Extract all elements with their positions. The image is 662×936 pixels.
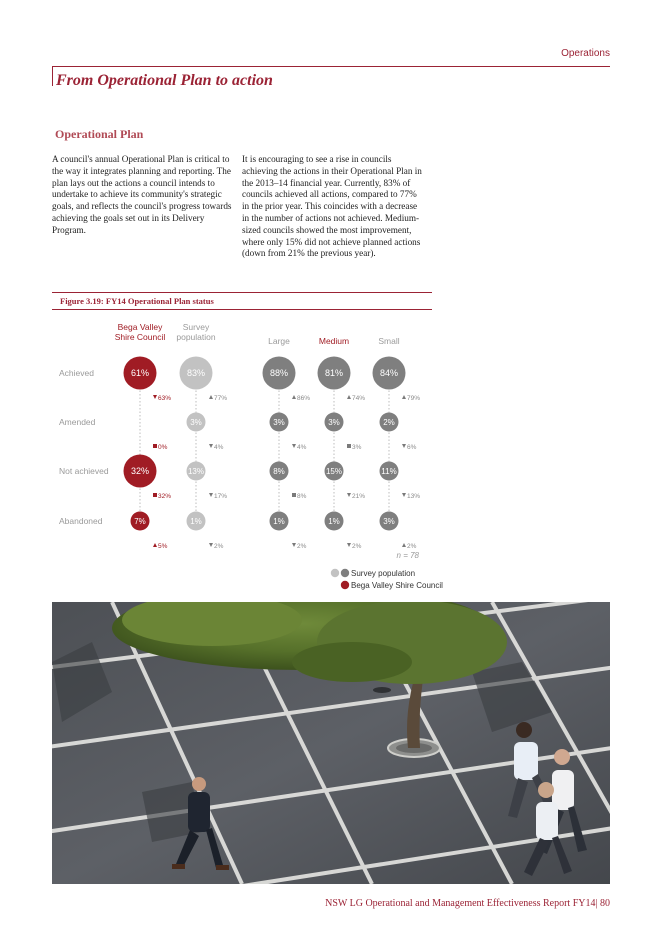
row-label-abandoned: Abandoned (59, 516, 103, 526)
prior-year-label: 4% (297, 444, 307, 451)
body-text-column-1: A council's annual Operational Plan is critical to the way it integrates planning and reporting. The plan lays out the actions a council intends to undertake to achieve its community's strategic goals, and reflects the council's progress towards achieving the goals set out in its Delivery Program. (52, 154, 232, 235)
legend-label-survey-population: Survey population (351, 569, 416, 578)
prior-year-label: 2% (297, 543, 307, 550)
header-rule-tick (52, 66, 53, 86)
bubble-value-label: 83% (186, 368, 206, 378)
figure-caption: Figure 3.19: FY14 Operational Plan status (60, 296, 214, 306)
trend-up-icon (402, 543, 406, 547)
trend-flat-icon (292, 493, 296, 497)
bubble-value-label: 3% (190, 418, 202, 427)
column-header-survey-population: population (176, 332, 216, 342)
trend-down-icon (292, 444, 296, 448)
bubble-value-label: 3% (273, 418, 285, 427)
trend-flat-icon (153, 444, 157, 448)
prior-year-label: 32% (158, 493, 172, 500)
prior-year-label: 86% (297, 395, 311, 402)
prior-year-label: 6% (407, 444, 417, 451)
bubble-value-label: 7% (134, 517, 146, 526)
bubble-value-label: 11% (381, 467, 397, 476)
prior-year-label: 2% (352, 543, 362, 550)
column-header-survey-population: Survey (182, 322, 210, 332)
trend-down-icon (209, 543, 213, 547)
column-header-small: Small (378, 336, 400, 346)
prior-year-label: 74% (352, 395, 366, 402)
trend-down-icon (402, 493, 406, 497)
bubble-value-label: 3% (328, 418, 340, 427)
prior-year-label: 0% (158, 444, 168, 451)
body-text-column-2: It is encouraging to see a rise in councils achieving the actions in their Operational Plan in the 2013–14 financial year. Currently, 83% of councils achieved all actions, compared to 77% in the prior year. This coincides with a decrease in the number of actions not achieved. Medium-sized councils showed the most improvement, where only 15% did not achieve planned actions (down from 21% the previous year). (242, 154, 422, 259)
office-plaza-photo (52, 602, 610, 884)
trend-up-icon (209, 395, 213, 399)
bubble-value-label: 84% (379, 368, 399, 378)
legend-swatch-bega-valley-shire-council (341, 581, 349, 589)
bubble-value-label: 13% (187, 467, 205, 476)
trend-down-icon (347, 493, 351, 497)
trend-up-icon (153, 543, 157, 547)
bubble-value-label: 1% (273, 517, 285, 526)
bubble-value-label: 15% (325, 467, 343, 476)
bubble-value-label: 8% (273, 467, 285, 476)
column-header-bega-valley-shire-council: Bega Valley (117, 322, 163, 332)
prior-year-label: 77% (214, 395, 228, 402)
section-label: Operations (561, 48, 610, 59)
legend-label-bega-valley-shire-council: Bega Valley Shire Council (351, 581, 443, 590)
bubble-value-label: 1% (328, 517, 340, 526)
bubble-value-label: 2% (383, 418, 395, 427)
prior-year-label: 13% (407, 493, 421, 500)
prior-year-label: 63% (158, 395, 172, 402)
header-rule (52, 66, 610, 67)
prior-year-label: 17% (214, 493, 228, 500)
trend-down-icon (209, 444, 213, 448)
sample-size-label: n = 78 (396, 551, 419, 560)
legend-swatch-survey-population (331, 569, 339, 577)
trend-up-icon (347, 395, 351, 399)
trend-flat-icon (153, 493, 157, 497)
trend-down-icon (153, 395, 157, 399)
prior-year-label: 3% (352, 444, 362, 451)
trend-up-icon (402, 395, 406, 399)
trend-down-icon (209, 493, 213, 497)
prior-year-label: 4% (214, 444, 224, 451)
row-label-not-achieved: Not achieved (59, 466, 109, 476)
bubble-value-label: 3% (383, 517, 395, 526)
page-footer: NSW LG Operational and Management Effectiveness Report FY14| 80 (325, 898, 610, 909)
figure-rule-top (52, 292, 432, 293)
section-heading: Operational Plan (55, 127, 144, 141)
prior-year-label: 2% (407, 543, 417, 550)
legend-swatch-survey-population (341, 569, 349, 577)
bubble-value-label: 81% (324, 368, 344, 378)
bubble-value-label: 61% (130, 368, 150, 378)
column-header-bega-valley-shire-council: Shire Council (114, 332, 166, 342)
row-label-amended: Amended (59, 417, 96, 427)
trend-flat-icon (347, 444, 351, 448)
trend-down-icon (347, 543, 351, 547)
row-label-achieved: Achieved (59, 368, 94, 378)
trend-down-icon (292, 543, 296, 547)
prior-year-label: 2% (214, 543, 224, 550)
prior-year-label: 79% (407, 395, 421, 402)
trend-up-icon (292, 395, 296, 399)
bubble-value-label: 88% (269, 368, 289, 378)
page-title: From Operational Plan to action (56, 72, 273, 89)
trend-down-icon (402, 444, 406, 448)
operational-plan-status-chart (0, 310, 662, 600)
prior-year-label: 21% (352, 493, 366, 500)
prior-year-label: 5% (158, 543, 168, 550)
column-header-medium: Medium (318, 336, 350, 346)
prior-year-label: 8% (297, 493, 307, 500)
bubble-value-label: 32% (130, 466, 150, 476)
bubble-value-label: 1% (190, 517, 202, 526)
column-header-large: Large (268, 336, 290, 346)
